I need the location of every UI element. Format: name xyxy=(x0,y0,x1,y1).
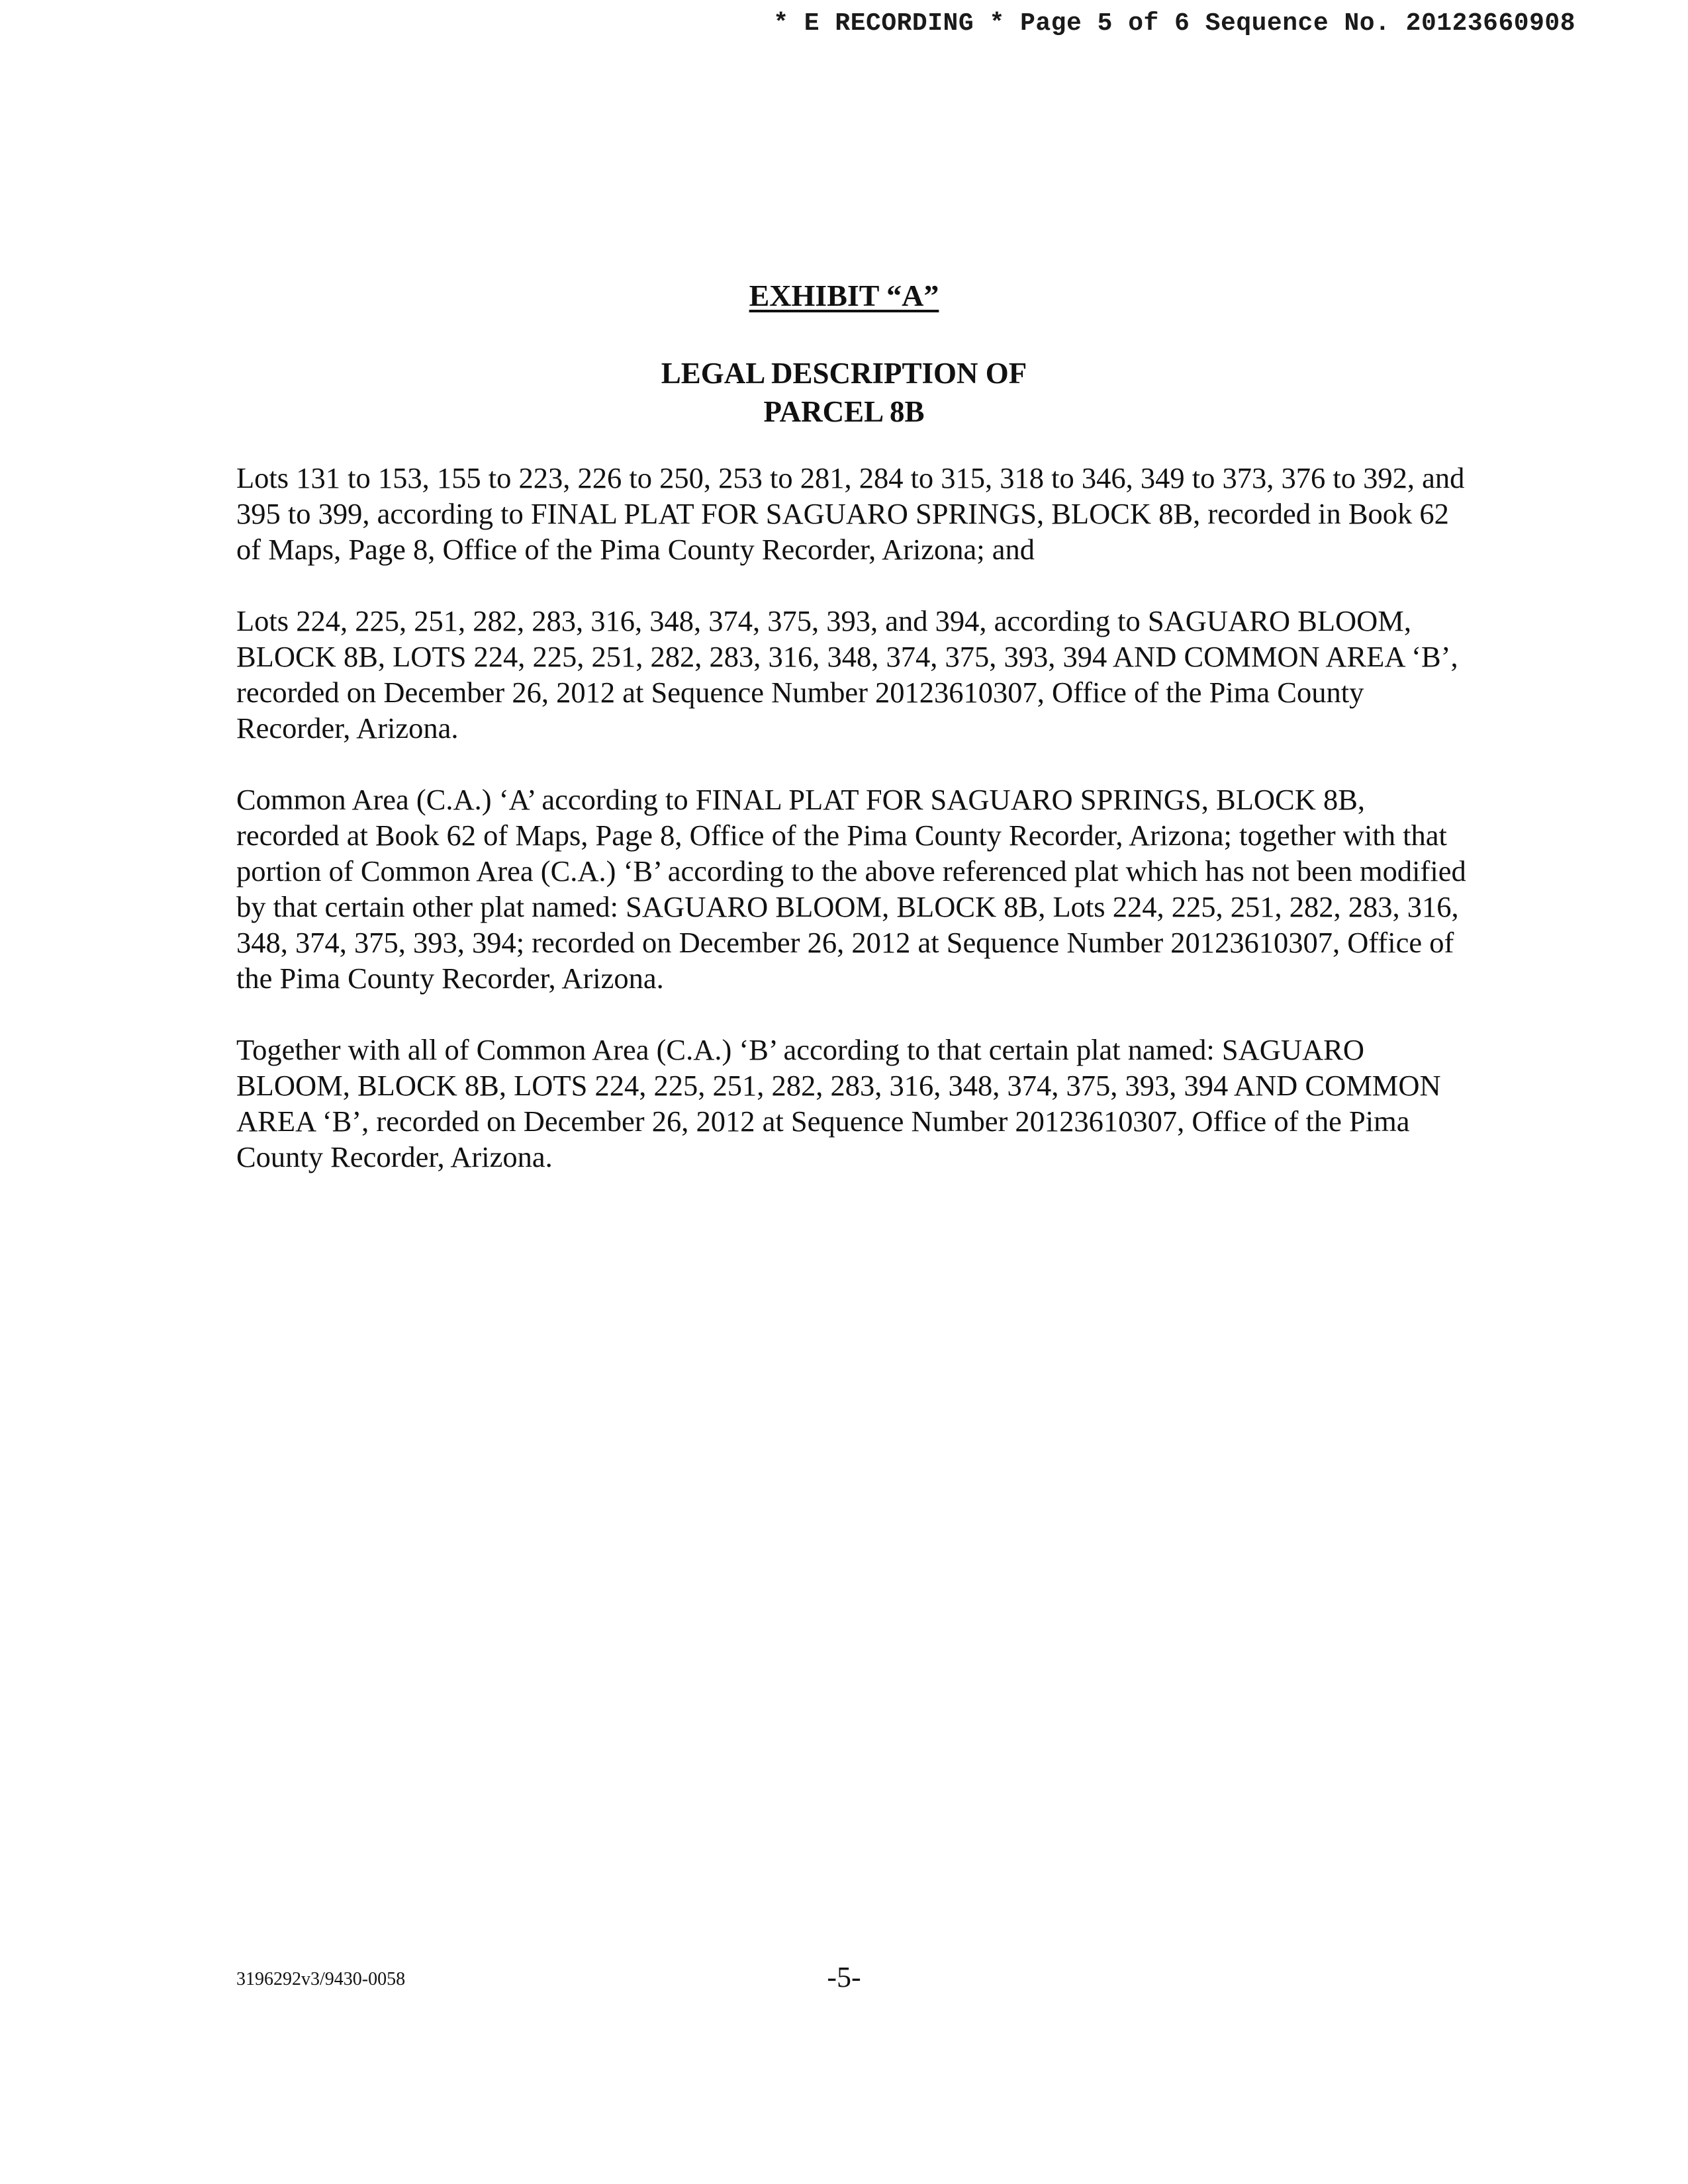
legal-description-body xyxy=(236,460,1468,1210)
footer-document-code: 3196292v3/9430-0058 xyxy=(236,1969,406,1989)
exhibit-title: EXHIBIT “A” xyxy=(749,279,939,312)
heading-line-1: LEGAL DESCRIPTION OF xyxy=(661,357,1027,390)
paragraph-lots-saguaro-bloom: Lots 224, 225, 251, 282, 283, 316, 348, 374, 375, 393, and 394, according to SAGUARO BLOOM, BLOCK 8B, LOTS 224, 225, 251, 282, 283, 316, 348, 374, 375, 393, 394 AND COMMON AREA ‘B’, recorded on December 26, 2012 at Sequence Number 20123610307, Office of the Pima County Recorder, Arizona. xyxy=(236,604,1458,745)
section-heading xyxy=(0,354,1688,431)
recording-stamp: * E RECORDING * Page 5 of 6 Sequence No. 20123660908 xyxy=(773,9,1575,38)
heading-line-2: PARCEL 8B xyxy=(763,395,925,428)
paragraph-common-area-a: Common Area (C.A.) ‘A’ according to FINAL PLAT FOR SAGUARO SPRINGS, BLOCK 8B, recorded at Book 62 of Maps, Page 8, Office of the Pima County Recorder, Arizona; together with that portion of Common Area (C.A.) ‘B’ according to the above referenced plat which has not been modified by that certain other plat named: SAGUARO BLOOM, BLOCK 8B, Lots 224, 225, 251, 282, 283, 316, 348, 374, 375, 393, 394; recorded on December 26, 2012 at Sequence Number 20123610307, Office of the Pima County Recorder, Arizona. xyxy=(236,783,1466,995)
footer-page-number: -5- xyxy=(827,1961,861,1993)
paragraph-common-area-b: Together with all of Common Area (C.A.) ‘B’ according to that certain plat named: SAGUARO BLOOM, BLOCK 8B, LOTS 224, 225, 251, 282, 283, 316, 348, 374, 375, 393, 394 AND COMMON AREA ‘B’, recorded on December 26, 2012 at Sequence Number 20123610307, Office of the Pima County Recorder, Arizona. xyxy=(236,1033,1441,1173)
paragraph-lots-final-plat: Lots 131 to 153, 155 to 223, 226 to 250, 253 to 281, 284 to 315, 318 to 346, 349 to 373, 376 to 392, and 395 to 399, according to FINAL PLAT FOR SAGUARO SPRINGS, BLOCK 8B, recorded in Book 62 of Maps, Page 8, Office of the Pima County Recorder, Arizona; and xyxy=(236,461,1465,566)
